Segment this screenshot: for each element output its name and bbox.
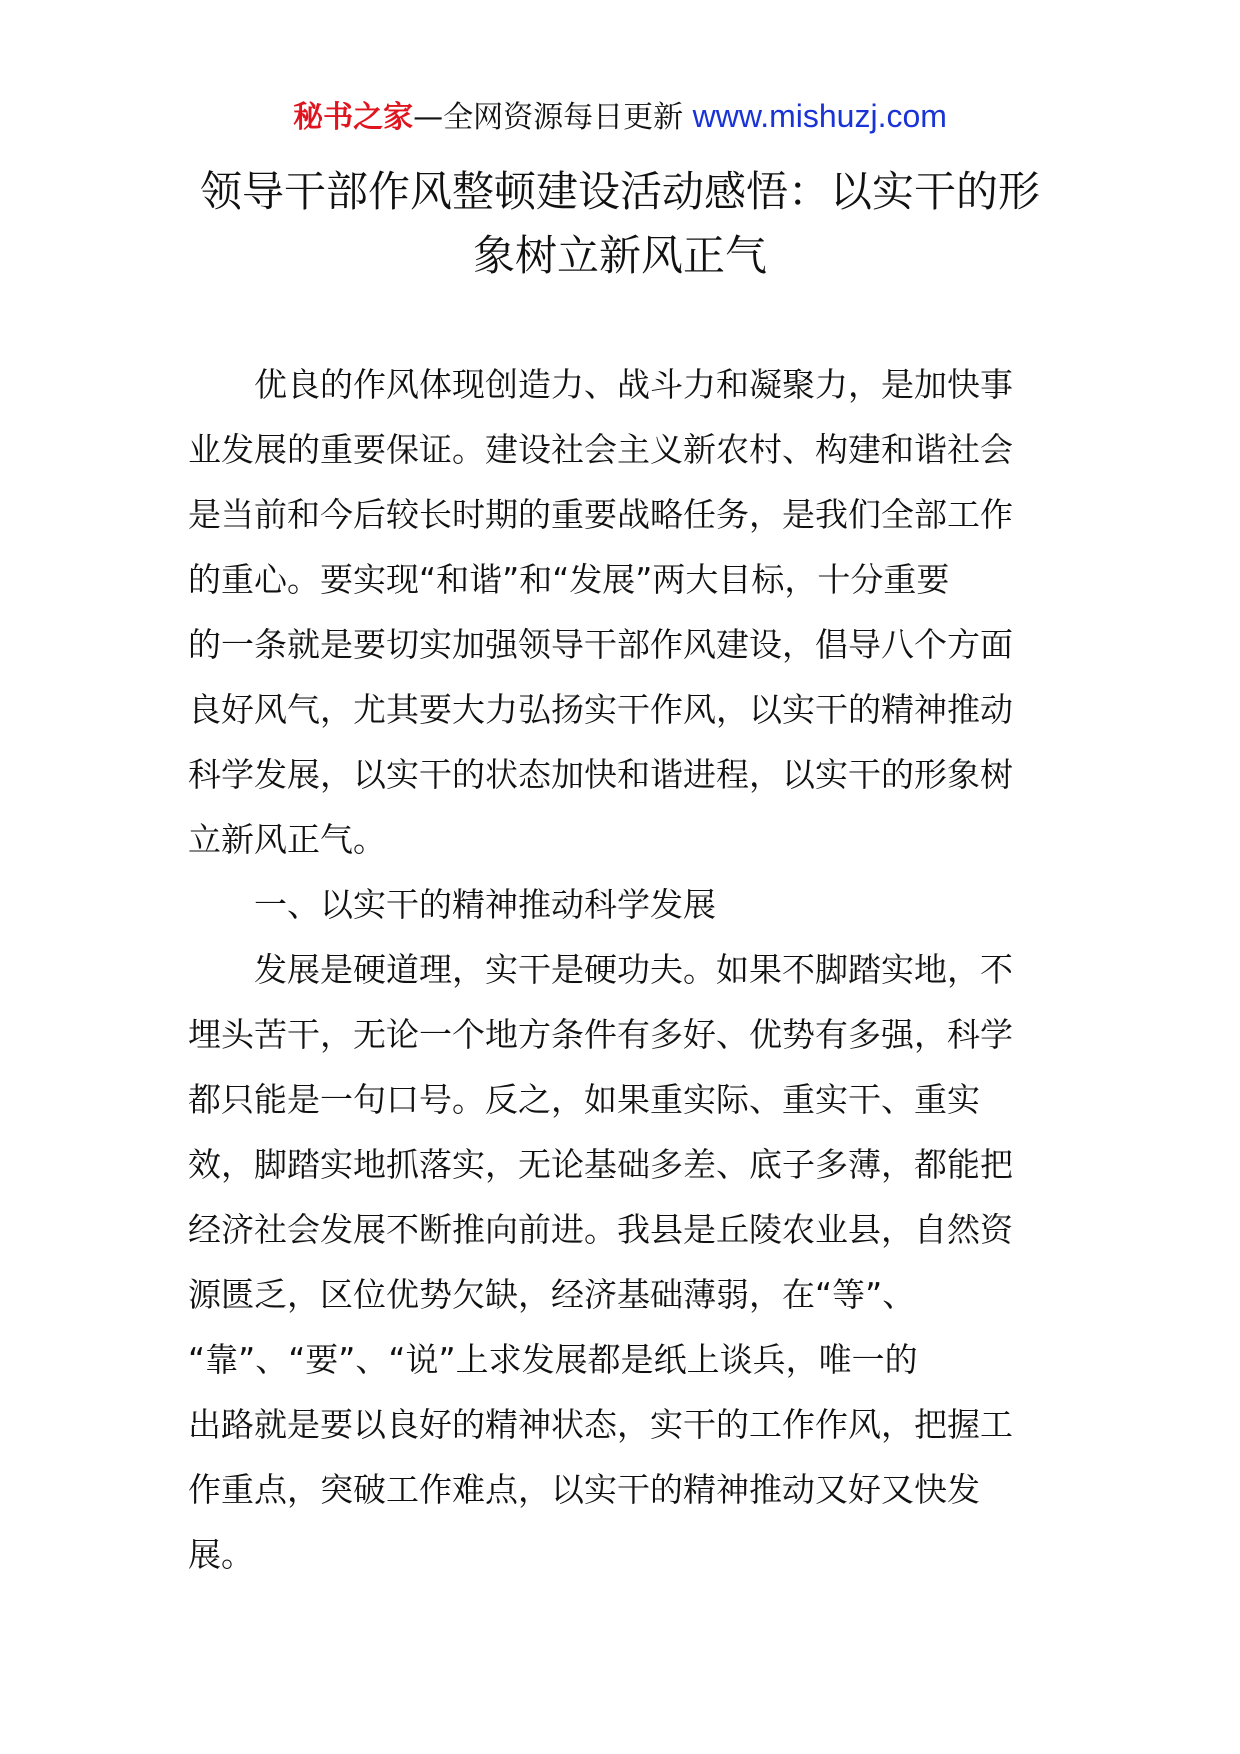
text-line: 发展是硬道理，实干是硬功夫。如果不脚踏实地，不 xyxy=(254,950,1013,989)
text-line: 业发展的重要保证。建设社会主义新农村、构建和谐社会 xyxy=(188,430,1013,469)
text-line: 源匮乏，区位优势欠缺，经济基础薄弱，在“等”、 xyxy=(188,1275,916,1314)
text-line: 优良的作风体现创造力、战斗力和凝聚力，是加快事 xyxy=(254,365,1013,404)
text-line: 作重点，突破工作难点，以实干的精神推动又好又快发 xyxy=(188,1470,980,1509)
text-line: 立新风正气。 xyxy=(188,820,386,859)
text-line: 科学发展，以实干的状态加快和谐进程，以实干的形象树 xyxy=(188,755,1013,794)
text-line: 展。 xyxy=(188,1535,254,1574)
text-line: 经济社会发展不断推向前进。我县是丘陵农业县，自然资 xyxy=(188,1210,1013,1249)
text-line: 的一条就是要切实加强领导干部作风建设，倡导八个方面 xyxy=(188,625,1013,664)
site-url-link[interactable]: www.mishuzj.com xyxy=(692,98,947,134)
section-heading: 一、以实干的精神推动科学发展 xyxy=(254,885,716,924)
document-title xyxy=(120,160,1120,288)
title-line: 领导干部作风整顿建设活动感悟：以实干的形 xyxy=(199,167,1040,216)
text-line: 良好风气，尤其要大力弘扬实干作风，以实干的精神推动 xyxy=(188,690,1013,729)
text-line: 的重心。要实现“和谐”和“发展”两大目标，十分重要 xyxy=(188,560,950,599)
text-line: 都只能是一句口号。反之，如果重实际、重实干、重实 xyxy=(188,1080,980,1119)
text-line: 效，脚踏实地抓落实，无论基础多差、底子多薄，都能把 xyxy=(188,1145,1013,1184)
text-line: 出路就是要以良好的精神状态，实干的工作作风，把握工 xyxy=(188,1405,1013,1444)
title-line: 象树立新风正气 xyxy=(472,231,767,280)
text-line: “靠”、“要”、“说”上求发展都是纸上谈兵，唯一的 xyxy=(188,1340,918,1379)
text-line: 埋头苦干，无论一个地方条件有多好、优势有多强，科学 xyxy=(188,1015,1013,1054)
section-paragraph xyxy=(188,937,1056,1587)
page-header xyxy=(0,96,1240,138)
document-body xyxy=(188,352,1056,1587)
brand-name: 秘书之家 xyxy=(293,100,414,135)
intro-paragraph xyxy=(188,352,1056,872)
text-line: 是当前和今后较长时期的重要战略任务，是我们全部工作 xyxy=(188,495,1013,534)
header-tagline: —全网资源每日更新 xyxy=(413,100,684,135)
